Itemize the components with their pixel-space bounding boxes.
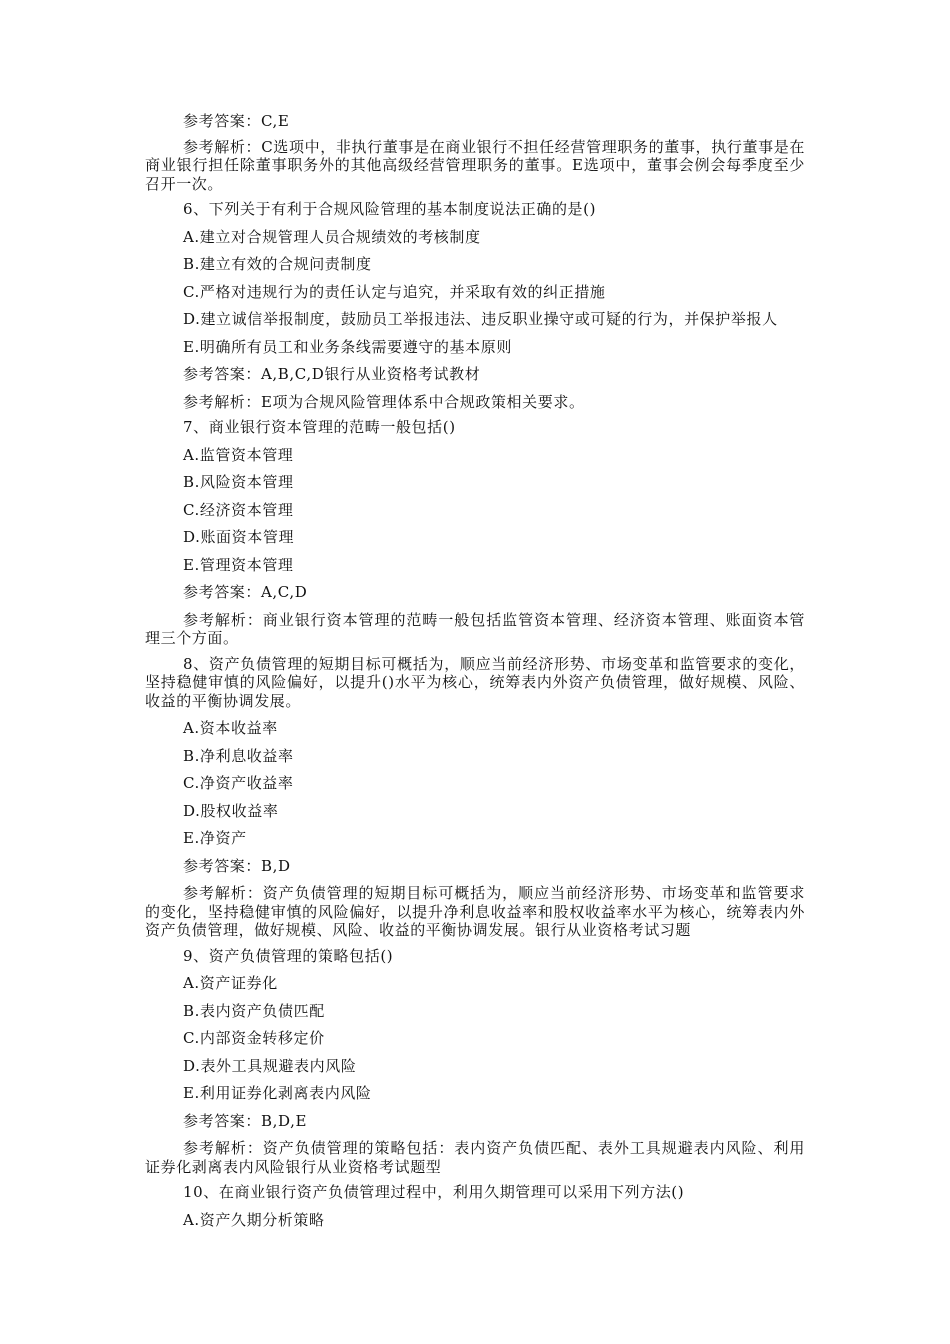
explanation-q7: 参考解析：商业银行资本管理的范畴一般包括监管资本管理、经济资本管理、账面资本管理三个方面。	[145, 610, 805, 647]
option-q6-e: E.明确所有员工和业务条线需要遵守的基本原则	[183, 337, 512, 356]
option-q10-a: A.资产久期分析策略	[183, 1210, 325, 1229]
option-q8-c: C.净资产收益率	[183, 774, 294, 792]
option-q7-c: C.经济资本管理	[183, 500, 294, 519]
option-q9-d: D.表外工具规避表内风险	[183, 1056, 357, 1075]
answer-line-q9: 参考答案：B,D,E	[183, 1111, 308, 1130]
option-q7-a: A.监管资本管理	[183, 445, 294, 464]
answer-line-q8: 参考答案：B,D	[183, 856, 291, 875]
answer-line-q7: 参考答案：A,C,D	[183, 583, 308, 601]
question-6: 6、下列关于有利于合规风险管理的基本制度说法正确的是()	[183, 200, 597, 218]
option-q9-e: E.利用证券化剥离表内风险	[183, 1084, 372, 1102]
answer-line-q6: 参考答案：A,B,C,D银行从业资格考试教材	[183, 365, 481, 383]
option-q9-a: A.资产证券化	[183, 974, 278, 992]
answer-line-q5: 参考答案：C,E	[183, 112, 290, 130]
explanation-q9: 参考解析：资产负债管理的策略包括：表内资产负债匹配、表外工具规避表内风险、利用证券化剥离表内风险银行从业资格考试题型	[145, 1139, 805, 1176]
option-q6-d: D.建立诚信举报制度，鼓励员工举报违法、违反职业操守或可疑的行为，并保护举报人	[183, 310, 778, 328]
option-q8-e: E.净资产	[183, 829, 247, 847]
option-q7-b: B.风险资本管理	[183, 473, 294, 491]
option-q6-a: A.建立对合规管理人员合规绩效的考核制度	[183, 227, 481, 246]
question-7: 7、商业银行资本管理的范畴一般包括()	[183, 418, 456, 436]
explanation-q6: 参考解析：E项为合规风险管理体系中合规政策相关要求。	[183, 392, 585, 411]
question-8: 8、资产负债管理的短期目标可概括为，顺应当前经济形势、市场变革和监管要求的变化，坚持稳健审慎的风险偏好，以提升()水平为核心，统筹表内外资产负债管理，做好规模、风险、收益的平衡协调发展。	[145, 654, 805, 710]
question-9: 9、资产负债管理的策略包括()	[183, 946, 394, 965]
option-q7-e: E.管理资本管理	[183, 555, 294, 574]
explanation-q8: 参考解析：资产负债管理的短期目标可概括为，顺应当前经济形势、市场变革和监管要求的变化，坚持稳健审慎的风险偏好，以提升净利息收益率和股权收益率水平为核心，统筹表内外资产负债管理，做好规模、风险、收益的平衡协调发展。银行从业资格考试习题	[145, 884, 805, 939]
explanation-q5: 参考解析：C选项中，非执行董事是在商业银行不担任经营管理职务的董事，执行董事是在商业银行担任除董事职务外的其他高级经营管理职务的董事。E选项中，董事会例会每季度至少召开一次。	[145, 137, 805, 193]
question-10: 10、在商业银行资产负债管理过程中，利用久期管理可以采用下列方法()	[183, 1183, 685, 1201]
option-q6-c: C.严格对违规行为的责任认定与追究，并采取有效的纠正措施	[183, 282, 606, 301]
option-q8-d: D.股权收益率	[183, 801, 279, 820]
document-body	[145, 112, 805, 1229]
option-q9-c: C.内部资金转移定价	[183, 1029, 325, 1047]
option-q9-b: B.表内资产负债匹配	[183, 1001, 325, 1020]
option-q8-b: B.净利息收益率	[183, 746, 294, 765]
option-q6-b: B.建立有效的合规问责制度	[183, 255, 372, 273]
option-q7-d: D.账面资本管理	[183, 528, 295, 546]
option-q8-a: A.资本收益率	[183, 719, 278, 737]
